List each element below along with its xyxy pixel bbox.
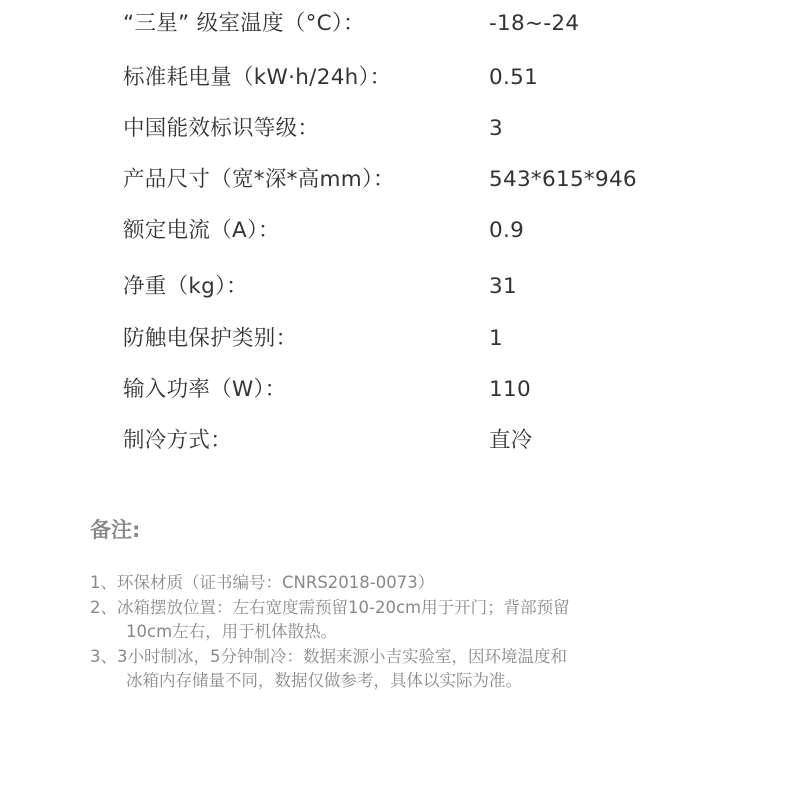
spec-row-dimensions (0, 165, 790, 195)
spec-row-cooling-method (0, 426, 790, 456)
spec-label: 防触电保护类别： (123, 326, 298, 351)
spec-label: 标准耗电量（kW·h/24h）： (123, 65, 392, 90)
spec-label: 制冷方式： (123, 428, 233, 453)
spec-label: 净重（kg）： (123, 274, 248, 299)
spec-label: 中国能效标识等级： (123, 116, 320, 141)
note-item-continuation: 10cm左右，用于机体散热。 (126, 622, 338, 641)
spec-value: 直冷 (489, 428, 533, 453)
spec-value: 0.51 (489, 65, 539, 90)
note-item: 1、环保材质（证书编号：CNRS2018-0073） (90, 573, 435, 592)
spec-value: 3 (489, 116, 503, 141)
spec-label: 输入功率（W）： (123, 377, 287, 402)
spec-value: 1 (489, 326, 503, 351)
spec-value: 0.9 (489, 218, 525, 243)
note-item-continuation: 冰箱内存储量不同，数据仅做参考，具体以实际为准。 (126, 671, 522, 690)
spec-value: 31 (489, 274, 517, 299)
spec-row-freezer-temp (0, 9, 790, 39)
spec-row-net-weight (0, 272, 790, 302)
notes-list (90, 571, 730, 694)
spec-row-input-power (0, 375, 790, 405)
spec-row-shock-protection (0, 324, 790, 354)
note-item: 2、冰箱摆放位置：左右宽度需预留10-20cm用于开门；背部预留 (90, 597, 570, 617)
note-item: 3、3小时制冰，5分钟制冷：数据来源小吉实验室，因环境温度和 (90, 646, 567, 666)
spec-label: 产品尺寸（宽*深*高mm）： (123, 167, 395, 192)
spec-label: 额定电流（A）： (123, 218, 280, 243)
spec-row-rated-current (0, 216, 790, 246)
spec-value: -18~-24 (489, 11, 580, 36)
spec-row-power-consumption (0, 63, 790, 93)
spec-value: 110 (489, 377, 531, 402)
spec-value: 543*615*946 (489, 167, 637, 192)
notes-title: 备注: (90, 518, 141, 542)
spec-row-energy-grade (0, 114, 790, 144)
spec-label: “三星” 级室温度（°C）： (123, 11, 365, 36)
